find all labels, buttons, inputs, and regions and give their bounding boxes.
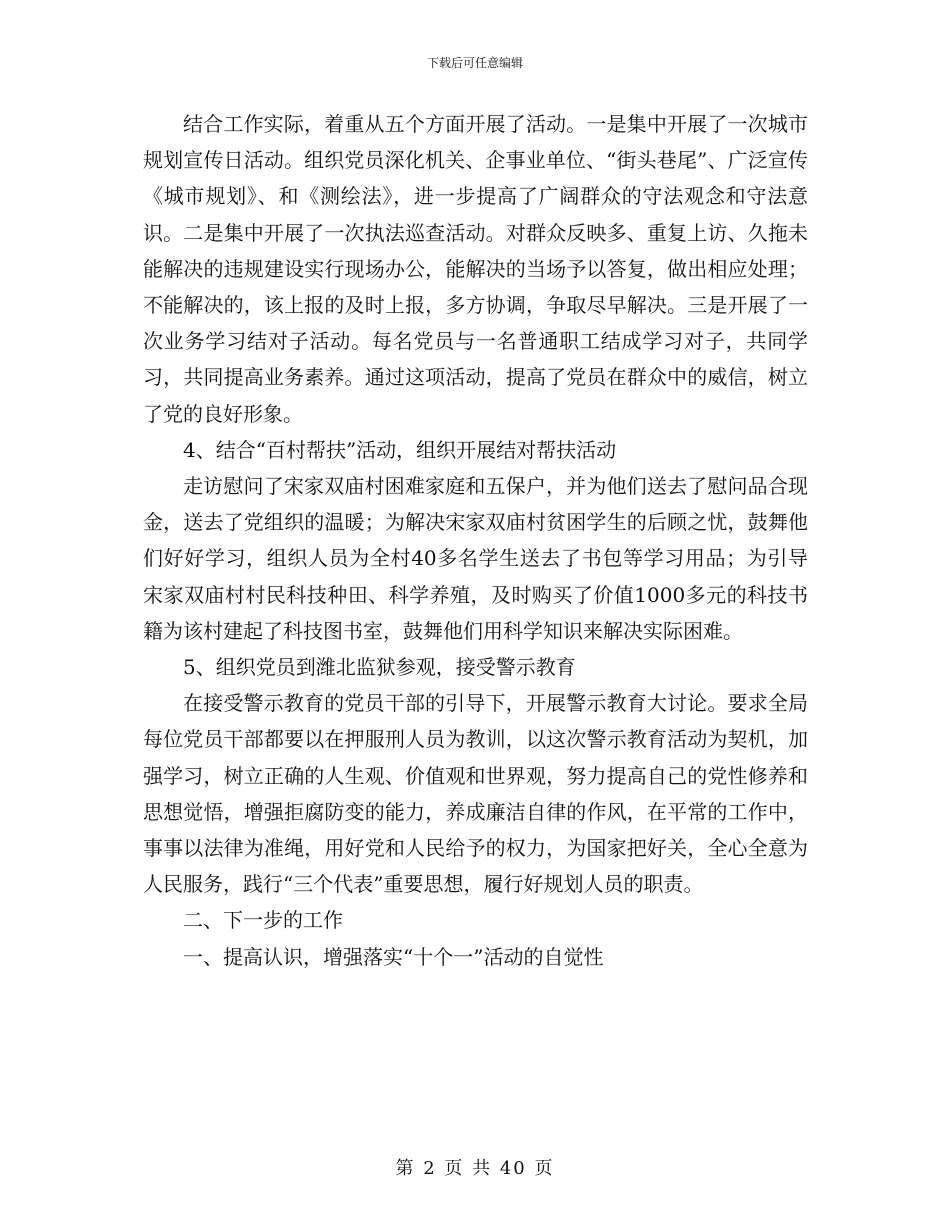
section-heading: 二、下一步的工作: [183, 908, 343, 933]
section-heading: 5、组织党员到潍北监狱参观，接受警示教育: [183, 655, 576, 680]
page-header: 下载后可任意编辑: [426, 56, 523, 70]
body-text: [143, 106, 808, 975]
section-heading: 一、提高认识，增强落实“十个一”活动的自觉性: [183, 944, 604, 969]
page-number-footer: 第 2 页 共 40 页: [395, 1158, 555, 1179]
section-heading: 4、结合“百村帮扶”活动，组织开展结对帮扶活动: [183, 437, 617, 462]
paragraph: 走访慰问了宋家双庙村困难家庭和五保户，并为他们送去了慰问品合现金，送去了党组织的温暖；为解决宋家双庙村贫困学生的后顾之忧，鼓舞他们好好学习，组织人员为全村40多名学生送去了书包等学习用品；为引导宋家双庙村村民科技种田、科学养殖，及时购买了价值1000多元的科技书籍为该村建起了科技图书室，鼓舞他们用科学知识来解决实际困难。: [143, 474, 808, 643]
paragraph: 在接受警示教育的党员干部的引导下，开展警示教育大讨论。要求全局每位党员干部都要以在押服刑人员为教训，以这次警示教育活动为契机，加强学习，树立正确的人生观、价值观和世界观，努力提高自己的党性修养和思想觉悟，增强拒腐防变的能力，养成廉洁自律的作风，在平常的工作中，事事以法律为准绳，用好党和人民给予的权力，为国家把好关，全心全意为人民服务，践行“三个代表”重要思想，履行好规划人员的职责。: [143, 691, 808, 897]
paragraph: 结合工作实际，着重从五个方面开展了活动。一是集中开展了一次城市规划宣传日活动。组织党员深化机关、企事业单位、“街头巷尾”、广泛宣传《城市规划》、和《测绘法》，进一步提高了广阔群众的守法观念和守法意识。二是集中开展了一次执法巡查活动。对群众反映多、重复上访、久拖未能解决的违规建设实行现场办公，能解决的当场予以答复，做出相应处理；不能解决的，该上报的及时上报，多方协调，争取尽早解决。三是开展了一次业务学习结对子活动。每名党员与一名普通职工结成学习对子，共同学习，共同提高业务素养。通过这项活动，提高了党员在群众中的威信，树立了党的良好形象。: [143, 112, 808, 426]
